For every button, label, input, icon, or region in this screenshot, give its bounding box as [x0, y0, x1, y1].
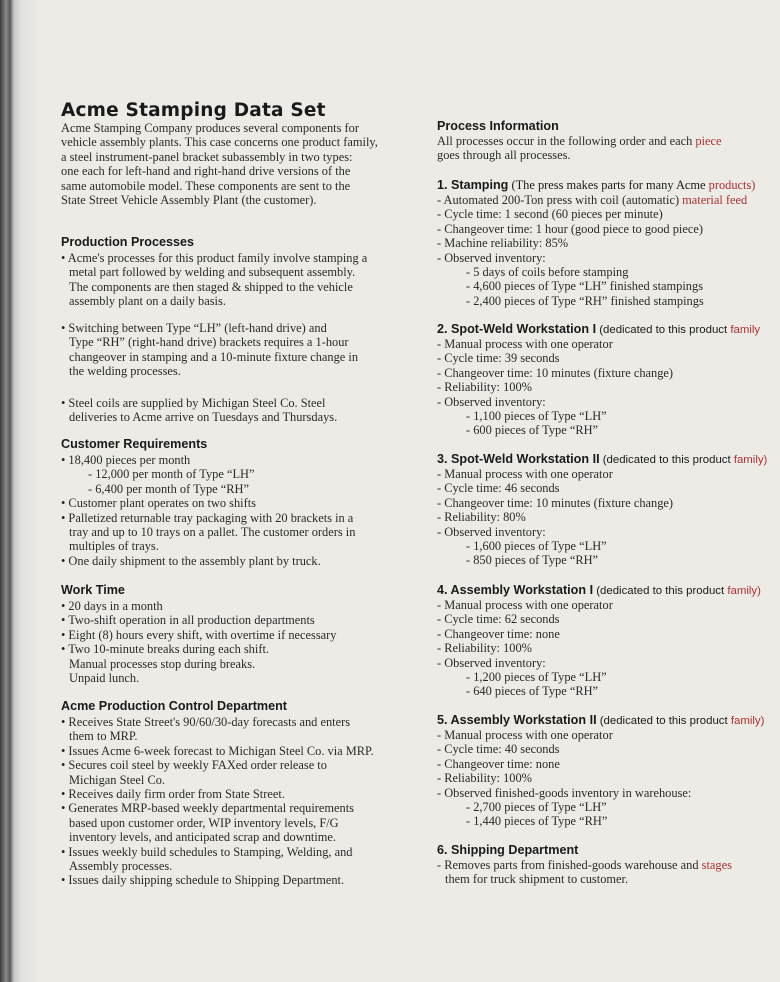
list-item: • Customer plant operates on two shifts	[61, 496, 256, 511]
inventory-line: - 600 pieces of Type “RH”	[466, 423, 599, 438]
list-item: • Issues daily shipping schedule to Shipping Department.	[61, 873, 345, 888]
list-item: • Receives daily firm order from State Street.	[61, 787, 285, 802]
inventory-line: - 4,600 pieces of Type “LH” finished stampings	[466, 279, 704, 294]
list-item: • Palletized returnable tray packaging with 20 brackets in a	[61, 510, 354, 525]
intro-paragraph	[61, 121, 378, 207]
heading-text: 1. Stamping	[437, 178, 509, 192]
text-line: goes through all processes.	[437, 148, 571, 163]
text-line: - Changeover time: none	[437, 626, 560, 641]
spot-weld-2-heading	[437, 452, 767, 466]
text-line	[437, 193, 747, 207]
text-line: The components are then staged & shipped to the vehicle	[69, 279, 353, 294]
list-item: • Issues Acme 6-week forecast to Michigan Steel Co. via MRP.	[61, 743, 374, 758]
heading-text: 4. Assembly Workstation I	[437, 583, 594, 597]
page-title: Acme Stamping Data Set	[61, 100, 326, 121]
text-line: - Manual process with one operator	[437, 337, 613, 351]
text-line: - Cycle time: 1 second (60 pieces per minute)	[437, 207, 663, 222]
process-information-heading: Process Information	[437, 119, 559, 133]
shipping-heading: 6. Shipping Department	[437, 843, 579, 857]
text-line: - Changeover time: 1 hour (good piece to good piece)	[437, 221, 703, 236]
inventory-line: - 2,400 pieces of Type “RH” finished stampings	[466, 293, 704, 308]
heading-note: family)	[727, 585, 761, 597]
process-information-text	[437, 134, 722, 163]
text-line: • Acme's processes for this product family involve stamping a	[61, 251, 368, 265]
inventory-line: - 2,700 pieces of Type “LH”	[466, 800, 607, 815]
text-segment: All processes occur in the following order and each	[437, 134, 696, 148]
text-line: the welding processes.	[69, 364, 181, 379]
assembly-1-heading	[437, 583, 761, 597]
list-item: Manual processes stop during breaks.	[69, 656, 256, 671]
text-line: - Changeover time: none	[437, 756, 560, 771]
text-segment: material feed	[682, 193, 748, 207]
list-item: multiples of trays.	[69, 539, 159, 554]
production-bullet-2	[61, 321, 358, 379]
spot-weld-1-heading	[437, 322, 760, 336]
heading-text: 5. Assembly Workstation II	[437, 713, 597, 727]
text-line: deliveries to Acme arrive on Tuesdays and Thursdays.	[69, 410, 338, 425]
text-line: - Reliability: 100%	[437, 771, 532, 786]
text-line: changeover in stamping and a 10-minute fixture change in	[69, 349, 359, 364]
heading-note: family	[730, 324, 761, 336]
text-line	[437, 134, 722, 148]
text-line: - Cycle time: 39 seconds	[437, 351, 560, 366]
heading-note: products)	[708, 178, 756, 192]
text-line: - Reliability: 80%	[437, 510, 526, 525]
heading-note: family)	[733, 454, 768, 466]
text-line: - Observed finished-goods inventory in warehouse:	[437, 785, 692, 800]
list-item: • Issues weekly build schedules to Stamping, Welding, and	[61, 844, 353, 859]
list-item: - 12,000 per month of Type “LH”	[88, 467, 255, 482]
text-line: - Machine reliability: 85%	[437, 236, 569, 251]
text-segment: stages	[701, 858, 732, 872]
intro-line: same automobile model. These components are sent to the	[61, 178, 351, 193]
heading-note: (dedicated to this product	[599, 454, 734, 466]
intro-line: Acme Stamping Company produces several components for	[61, 121, 359, 135]
text-line: - Cycle time: 40 seconds	[437, 742, 560, 757]
heading-text: 2. Spot-Weld Workstation I	[437, 322, 597, 336]
production-bullet-3	[61, 396, 337, 425]
heading-text: 3. Spot-Weld Workstation II	[437, 452, 600, 466]
text-line: - Reliability: 100%	[437, 641, 532, 656]
text-line: - Observed inventory:	[437, 655, 546, 670]
assembly-1-details	[437, 598, 613, 699]
text-segment: - Removes parts from finished-goods warehouse and	[437, 858, 702, 872]
heading-note: (The press makes parts for many Acme	[508, 178, 709, 192]
spot-weld-1-details	[437, 337, 673, 438]
spot-weld-2-details	[437, 467, 673, 568]
list-item: Assembly processes.	[69, 859, 173, 874]
text-segment: - Automated 200-Ton press with coil (automatic)	[437, 193, 683, 207]
text-line: - Reliability: 100%	[437, 380, 532, 395]
list-item: • Generates MRP-based weekly departmental requirements	[61, 801, 355, 816]
text-line: - Observed inventory:	[437, 394, 546, 409]
inventory-line: - 850 pieces of Type “RH”	[466, 553, 599, 568]
intro-line: vehicle assembly plants. This case concerns one product family,	[61, 135, 378, 150]
intro-line: a steel instrument-panel bracket subassembly in two types:	[61, 149, 353, 164]
list-item: • 20 days in a month	[61, 599, 163, 613]
list-item: them to MRP.	[69, 729, 138, 744]
text-line: - Observed inventory:	[437, 250, 546, 265]
text-line: • Switching between Type “LH” (left-hand drive) and	[61, 321, 327, 335]
inventory-line: - 1,200 pieces of Type “LH”	[466, 670, 607, 685]
customer-requirements-list	[61, 453, 355, 568]
text-segment: piece	[695, 134, 722, 148]
list-item: based upon customer order, WIP inventory levels, F/G	[69, 815, 339, 830]
text-line: - Manual process with one operator	[437, 467, 613, 481]
text-line: metal part followed by welding and subsequent assembly.	[69, 265, 356, 280]
shipping-details	[437, 858, 732, 887]
text-line: - Changeover time: 10 minutes (fixture change)	[437, 365, 674, 380]
production-control-list	[61, 715, 374, 888]
stamping-details	[437, 193, 747, 308]
text-line: - Cycle time: 46 seconds	[437, 481, 560, 496]
text-line: - Cycle time: 62 seconds	[437, 612, 560, 627]
text-line: - Changeover time: 10 minutes (fixture change)	[437, 495, 674, 510]
assembly-2-heading	[437, 713, 764, 727]
list-item: tray and up to 10 trays on a pallet. The customer orders in	[69, 525, 356, 540]
text-line: - Manual process with one operator	[437, 728, 613, 742]
stamping-heading	[437, 178, 755, 193]
text-line: - Manual process with one operator	[437, 598, 613, 612]
list-item: Unpaid lunch.	[69, 671, 140, 686]
production-control-heading: Acme Production Control Department	[61, 699, 288, 713]
inventory-line: - 1,440 pieces of Type “RH”	[466, 814, 608, 829]
production-processes-heading: Production Processes	[61, 235, 194, 249]
book-binding	[0, 0, 40, 982]
list-item: inventory levels, and anticipated scrap and downtime.	[69, 830, 337, 845]
list-item: • Secures coil steel by weekly FAXed order release to	[61, 758, 327, 773]
heading-note: (dedicated to this product	[596, 324, 731, 336]
text-line: Type “RH” (right-hand drive) brackets requires a 1-hour	[69, 335, 349, 350]
work-time-heading: Work Time	[61, 583, 125, 597]
heading-note: (dedicated to this product	[596, 715, 731, 727]
list-item: • 18,400 pieces per month	[61, 453, 191, 467]
list-item: • Two-shift operation in all production departments	[61, 613, 315, 628]
text-line: - Observed inventory:	[437, 524, 546, 539]
heading-note: (dedicated to this product	[593, 585, 728, 597]
list-item: • Two 10-minute breaks during each shift.	[61, 642, 269, 657]
assembly-2-details	[437, 728, 691, 829]
intro-line: State Street Vehicle Assembly Plant (the customer).	[61, 193, 317, 208]
inventory-line: - 1,100 pieces of Type “LH”	[466, 409, 607, 424]
list-item: • One daily shipment to the assembly plant by truck.	[61, 553, 321, 568]
text-line: • Steel coils are supplied by Michigan Steel Co. Steel	[61, 396, 326, 410]
intro-line: one each for left-hand and right-hand drive versions of the	[61, 164, 351, 179]
text-line: them for truck shipment to customer.	[445, 872, 629, 887]
inventory-line: - 640 pieces of Type “RH”	[466, 684, 599, 699]
list-item: - 6,400 per month of Type “RH”	[88, 481, 249, 496]
production-bullet-1	[61, 251, 367, 309]
work-time-list	[61, 599, 336, 685]
inventory-line: - 1,600 pieces of Type “LH”	[466, 539, 607, 554]
list-item: Michigan Steel Co.	[69, 772, 166, 787]
heading-note: family)	[730, 715, 765, 727]
list-item: • Receives State Street's 90/60/30-day forecasts and enters	[61, 715, 351, 729]
list-item: • Eight (8) hours every shift, with overtime if necessary	[61, 627, 337, 642]
customer-requirements-heading: Customer Requirements	[61, 437, 208, 451]
text-line	[437, 858, 732, 872]
text-line: assembly plant on a daily basis.	[69, 294, 226, 309]
inventory-line: - 5 days of coils before stamping	[466, 265, 629, 280]
